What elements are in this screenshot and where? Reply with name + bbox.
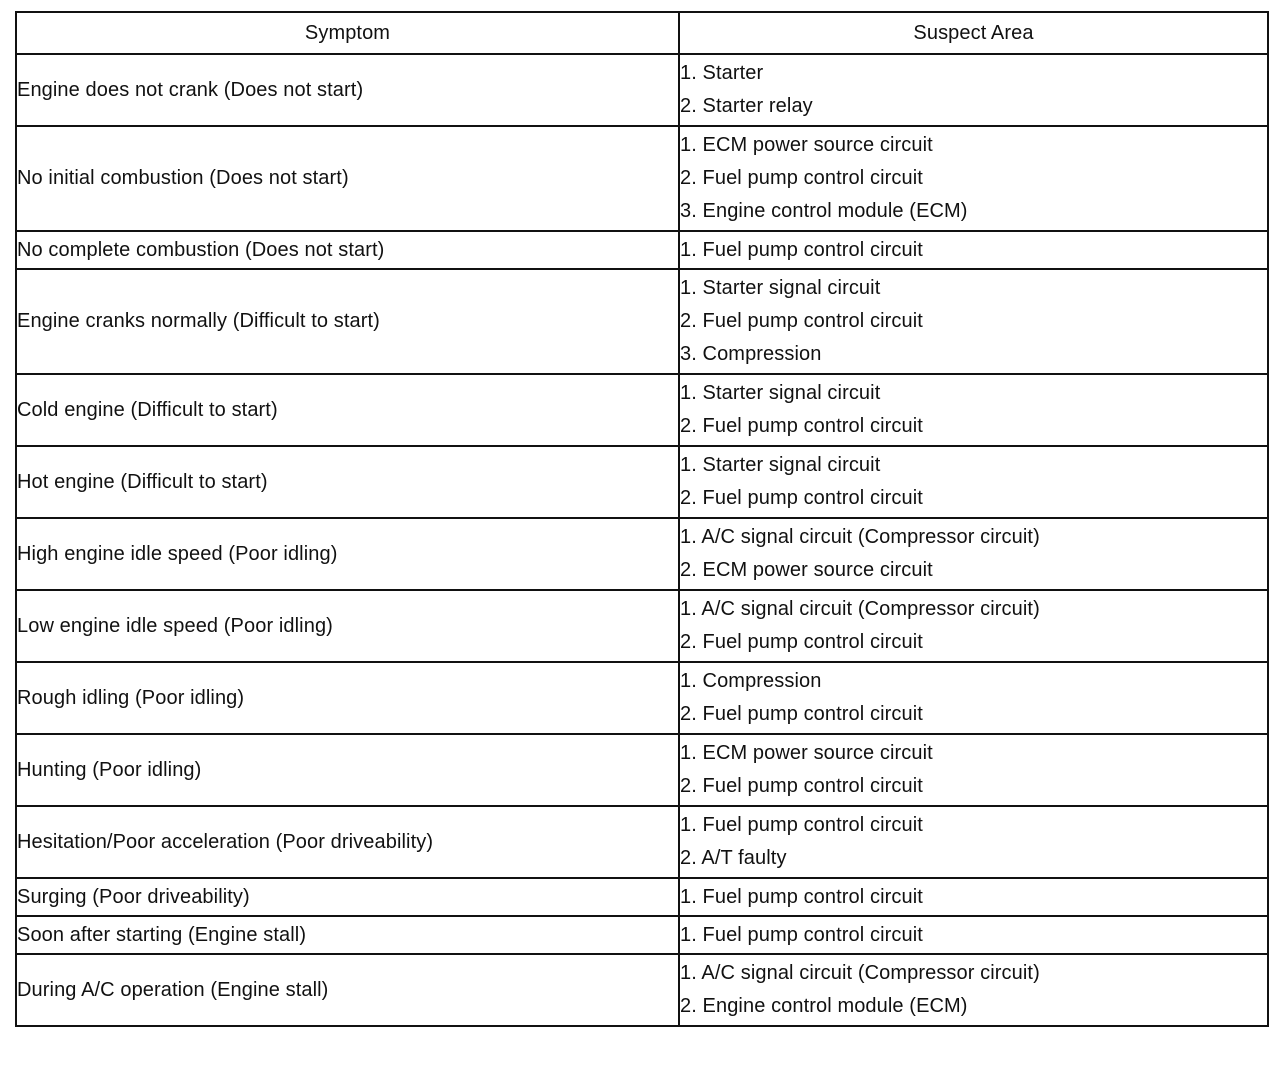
symptom-cell: Hot engine (Difficult to start) (16, 446, 679, 518)
suspect-area-cell (679, 806, 1268, 878)
suspect-area-cell (679, 954, 1268, 1026)
symptom-cell: Hunting (Poor idling) (16, 734, 679, 806)
suspect-item: 2. A/T faulty (680, 847, 787, 869)
suspect-item: 1. Starter signal circuit (680, 382, 881, 404)
table-row (16, 916, 1268, 954)
suspect-item: 2. Fuel pump control circuit (680, 487, 923, 509)
suspect-item: 3. Engine control module (ECM) (680, 200, 968, 222)
table-row (16, 954, 1268, 1026)
suspect-area-cell (679, 734, 1268, 806)
table-row (16, 126, 1268, 231)
table-row (16, 446, 1268, 518)
suspect-area-cell (679, 269, 1268, 374)
table-row (16, 374, 1268, 446)
suspect-item: 1. A/C signal circuit (Compressor circuit) (680, 962, 1040, 984)
suspect-item: 1. A/C signal circuit (Compressor circuit) (680, 598, 1040, 620)
suspect-item: 2. Fuel pump control circuit (680, 415, 923, 437)
suspect-area-cell (679, 54, 1268, 126)
table-row (16, 518, 1268, 590)
symptom-cell: Surging (Poor driveability) (16, 878, 679, 916)
table-row (16, 662, 1268, 734)
suspect-item: 2. Fuel pump control circuit (680, 703, 923, 725)
suspect-item: 1. Fuel pump control circuit (680, 238, 923, 261)
suspect-area-cell (679, 374, 1268, 446)
table-row (16, 734, 1268, 806)
symptom-cell: Hesitation/Poor acceleration (Poor driveability) (16, 806, 679, 878)
symptom-cell: Cold engine (Difficult to start) (16, 374, 679, 446)
suspect-item: 1. ECM power source circuit (680, 742, 933, 764)
suspect-area-cell (679, 518, 1268, 590)
table-row (16, 269, 1268, 374)
symptom-cell: No initial combustion (Does not start) (16, 126, 679, 231)
symptom-cell: High engine idle speed (Poor idling) (16, 518, 679, 590)
symptom-cell: During A/C operation (Engine stall) (16, 954, 679, 1026)
suspect-item: 2. Fuel pump control circuit (680, 775, 923, 797)
suspect-item: 1. Fuel pump control circuit (680, 923, 923, 946)
suspect-item: 1. Starter signal circuit (680, 277, 881, 299)
suspect-area-cell (679, 878, 1268, 916)
symptom-cell: No complete combustion (Does not start) (16, 231, 679, 269)
table-row (16, 878, 1268, 916)
symptom-cell: Soon after starting (Engine stall) (16, 916, 679, 954)
suspect-item: 2. Starter relay (680, 95, 813, 117)
suspect-item: 2. Fuel pump control circuit (680, 167, 923, 189)
suspect-area-cell (679, 231, 1268, 269)
symptom-cell: Rough idling (Poor idling) (16, 662, 679, 734)
table-header (16, 12, 1268, 54)
header-row (16, 12, 1268, 54)
symptom-cell: Engine cranks normally (Difficult to start) (16, 269, 679, 374)
suspect-item: 2. Fuel pump control circuit (680, 631, 923, 653)
suspect-area-column-header: Suspect Area (679, 12, 1268, 54)
suspect-item: 3. Compression (680, 343, 822, 365)
suspect-item: 1. ECM power source circuit (680, 134, 933, 156)
table-row (16, 590, 1268, 662)
suspect-item: 2. ECM power source circuit (680, 559, 933, 581)
table-body (16, 54, 1268, 1026)
suspect-item: 2. Fuel pump control circuit (680, 310, 923, 332)
suspect-item: 1. Starter (680, 62, 764, 84)
suspect-area-cell (679, 126, 1268, 231)
symptom-cell: Engine does not crank (Does not start) (16, 54, 679, 126)
suspect-area-cell (679, 662, 1268, 734)
problem-symptoms-table (15, 11, 1269, 1027)
suspect-item: 2. Engine control module (ECM) (680, 995, 968, 1017)
suspect-area-cell (679, 446, 1268, 518)
symptom-column-header: Symptom (16, 12, 679, 54)
suspect-item: 1. Compression (680, 670, 822, 692)
suspect-item: 1. Starter signal circuit (680, 454, 881, 476)
table-row (16, 231, 1268, 269)
suspect-item: 1. A/C signal circuit (Compressor circuit) (680, 526, 1040, 548)
table-row (16, 806, 1268, 878)
suspect-item: 1. Fuel pump control circuit (680, 814, 923, 836)
suspect-item: 1. Fuel pump control circuit (680, 885, 923, 908)
symptom-cell: Low engine idle speed (Poor idling) (16, 590, 679, 662)
table-row (16, 54, 1268, 126)
suspect-area-cell (679, 916, 1268, 954)
suspect-area-cell (679, 590, 1268, 662)
